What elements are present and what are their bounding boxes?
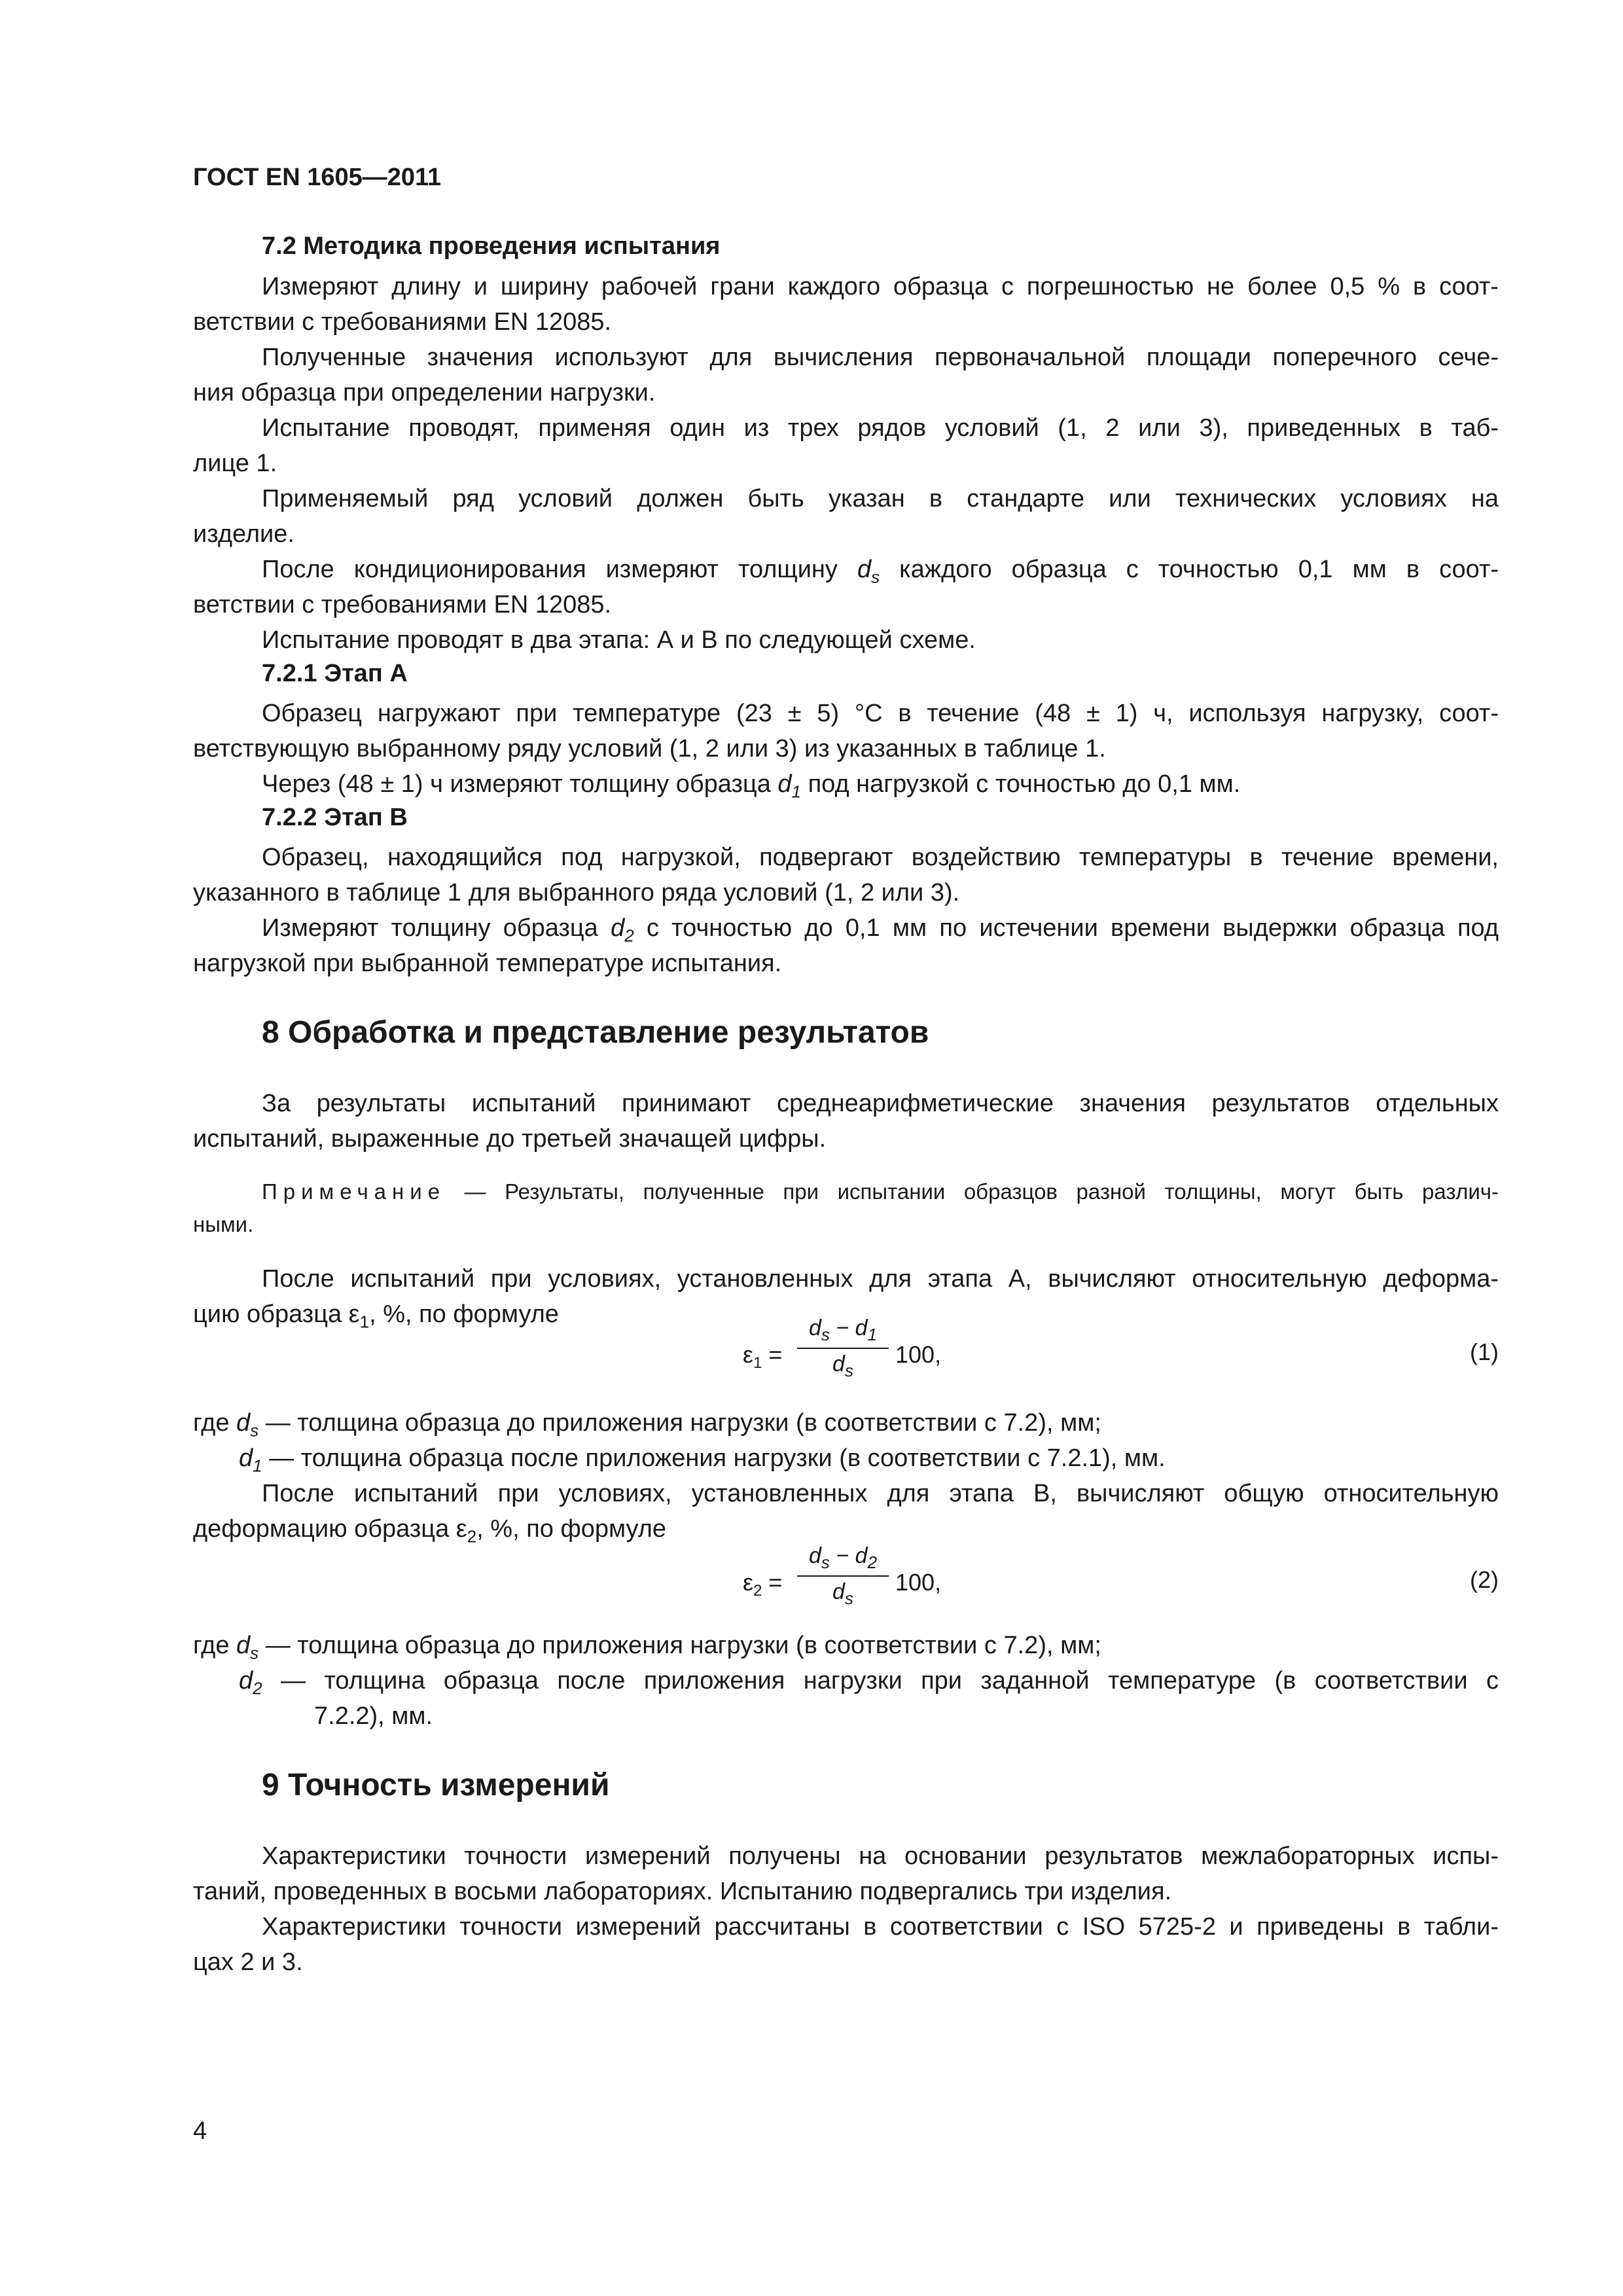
section-9-title: 9 Точность измерений [262, 1768, 610, 1803]
paragraph-line: Измеряют толщину образца $d_2$ с точностью до 0,1 мм по истечении времени выдержки образца под [262, 914, 1499, 946]
paragraph-line: После кондиционирования измеряют толщину $d_s$ каждого образца с точностью 0,1 мм в соот- [262, 556, 1499, 587]
equation-number: (1) [1470, 1338, 1499, 1365]
paragraph-line: испытаний, выраженные до третьей значащей цифры. [193, 1125, 827, 1153]
document-header: ГОСТ EN 1605—2011 [193, 164, 442, 191]
paragraph-line: За результаты испытаний принимают среднеарифметические значения результатов отдельных [262, 1090, 1499, 1117]
document-page: ГОСТ EN 1605—2011 7.2 Методика проведения испытания Измеряют длину и ширину рабочей грани каждого образца с погрешностью не более 0,5 % в соот- ветствии с требованиями EN 12085. Полученные значения используют для вычисления первоначальной площади поперечного сече- ния образца при определении нагрузки. Испытание проводят, применяя один из трех рядов условий (1, 2 или 3), приведенных в таб- лице 1. Применяемый ряд условий должен быть указан в стандарте или технических условиях на изделие. После кондиционирования измеряют толщину $d_s$ каждого образца с точностью 0,1 мм в соот- ветствии с требованиями EN 12085. Испытание проводят в два этапа: А и В по следующей схеме. 7.2.1 Этап А Образец нагружают при температуре (23 ± 5) °С в течение (48 ± 1) ч, используя нагрузку, соот- ветствующую выбранному ряду условий (1, 2 или 3) из указанных в таблице 1. Через (48 ± 1) ч измеряют толщину образца $d_1$ под нагрузкой с точностью до 0,1 мм. 7.2.2 Этап В Образец, находящийся под нагрузкой, подвергают воздействию температуры в течение времени, указанного в таблице 1 для выбранного ряда условий (1, 2 или 3). Измеряют толщину образца $d_2$ с точностью до 0,1 мм по истечении времени выдержки образца под нагрузкой при выбранной температуре испытания. 8 Обработка и представление результатов За результаты испытаний принимают среднеарифметические значения результатов отдельных испытаний, выраженные до третьей значащей цифры. Примечание — Результаты, полученные при испытании образцов разной толщины, могут быть различ- ными. После испытаний при условиях, установленных для этапа А, вычисляют относительную деформа- цию образца $\varepsilon_1$, %, по формуле $\varepsilon_1$ = $\frac{d_s - d_1}{d_s}$ 100, (1) где $d_s$ — толщина образца до приложения нагрузки (в соответствии с 7.2), мм; $d_1$ — толщина образца после приложения нагрузки (в соответствии с 7.2.1), мм. После испытаний при условиях, установленных для этапа В, вычисляют общую относительную деформацию образца $\varepsilon_2$, %, по формуле $\varepsilon_2$ = $\frac{d_s - d_2}{d_s}$ 100, (2) где $d_s$ — толщина образца до приложения нагрузки (в соответствии с 7.2), мм; $d_2$ — толщина образца после приложения нагрузки при заданной температуре (в соответствии с 7.2.2), мм. 9 Точность измерений Характеристики точности измерений получены на основании результатов межлабораторных испы- таний, проведенных в восьми лабораториях. Испытанию подвергались три изделия. Характеристики точности измерений рассчитаны в соответствии с ISO 5725-2 и приведены в табли- цах 2 и 3. 4 [0, 0, 1623, 2296]
paragraph-line: цию образца $\varepsilon_1$, %, по формуле [193, 1300, 559, 1332]
paragraph-line: Применяемый ряд условий должен быть указан в стандарте или технических условиях на [262, 485, 1499, 512]
note-line: ными. [193, 1212, 254, 1236]
paragraph-line: ния образца при определении нагрузки. [193, 379, 656, 406]
where-line: 7.2.2), мм. [314, 1702, 433, 1730]
paragraph-line: Образец, находящийся под нагрузкой, подвергают воздействию температуры в течение времени, [262, 844, 1499, 871]
paragraph-line: ветствии с требованиями EN 12085. [193, 591, 612, 619]
paragraph-line: цах 2 и 3. [193, 1948, 303, 1976]
where-line: где $d_s$ — толщина образца до приложения нагрузки (в соответствии с 7.2), мм; [193, 1409, 1101, 1441]
page-number: 4 [193, 2117, 207, 2145]
paragraph-line: таний, проведенных в восьми лабораториях. Испытанию подвергались три изделия. [193, 1878, 1172, 1905]
paragraph-line: указанного в таблице 1 для выбранного ряда условий (1, 2 или 3). [193, 879, 960, 906]
paragraph-line: Характеристики точности измерений получены на основании результатов межлабораторных испы- [262, 1842, 1499, 1870]
equation-number: (2) [1470, 1566, 1499, 1593]
paragraph-line: Испытание проводят в два этапа: А и В по следующей схеме. [262, 626, 976, 654]
paragraph-line: ветствующую выбранному ряду условий (1, 2 или 3) из указанных в таблице 1. [193, 735, 1106, 762]
section-7-2-2-title: 7.2.2 Этап В [262, 804, 408, 831]
note-line: Примечание — Результаты, полученные при испытании образцов разной толщины, могут быть различ- [262, 1179, 1499, 1204]
paragraph-line: изделие. [193, 520, 294, 548]
paragraph-line: Образец нагружают при температуре (23 ± 5) °С в течение (48 ± 1) ч, используя нагрузку, соот- [262, 700, 1499, 727]
section-7-2-1-title: 7.2.1 Этап А [262, 660, 408, 687]
paragraph-line: После испытаний при условиях, установленных для этапа В, вычисляют общую относительную [262, 1480, 1499, 1507]
paragraph-line: Через (48 ± 1) ч измеряют толщину образца $d_1$ под нагрузкой с точностью до 0,1 мм. [262, 770, 1241, 802]
note-label: Примечание [262, 1179, 446, 1204]
paragraph-line: лице 1. [193, 450, 277, 477]
section-7-2-title: 7.2 Методика проведения испытания [262, 232, 721, 260]
where-line: $d_2$ — толщина образца после приложения нагрузки при заданной температуре (в соответствии с [239, 1667, 1499, 1698]
paragraph-line: ветствии с требованиями EN 12085. [193, 308, 612, 336]
where-line: $d_1$ — толщина образца после приложения нагрузки (в соответствии с 7.2.1), мм. [239, 1444, 1166, 1476]
paragraph-line: После испытаний при условиях, установленных для этапа А, вычисляют относительную деформа- [262, 1265, 1499, 1293]
paragraph-line: нагрузкой при выбранной температуре испытания. [193, 950, 782, 977]
where-line: где $d_s$ — толщина образца до приложения нагрузки (в соответствии с 7.2), мм; [193, 1632, 1101, 1663]
paragraph-line: Испытание проводят, применяя один из трех рядов условий (1, 2 или 3), приведенных в таб- [262, 414, 1499, 442]
paragraph-line: Характеристики точности измерений рассчитаны в соответствии с ISO 5725-2 и приведены в табли- [262, 1913, 1499, 1941]
paragraph-line: Измеряют длину и ширину рабочей грани каждого образца с погрешностью не более 0,5 % в соот- [262, 273, 1499, 300]
paragraph-line: Полученные значения используют для вычисления первоначальной площади поперечного сече- [262, 344, 1499, 371]
paragraph-line: деформацию образца $\varepsilon_2$, %, по формуле [193, 1515, 667, 1547]
section-8-title: 8 Обработка и представление результатов [262, 1015, 929, 1050]
